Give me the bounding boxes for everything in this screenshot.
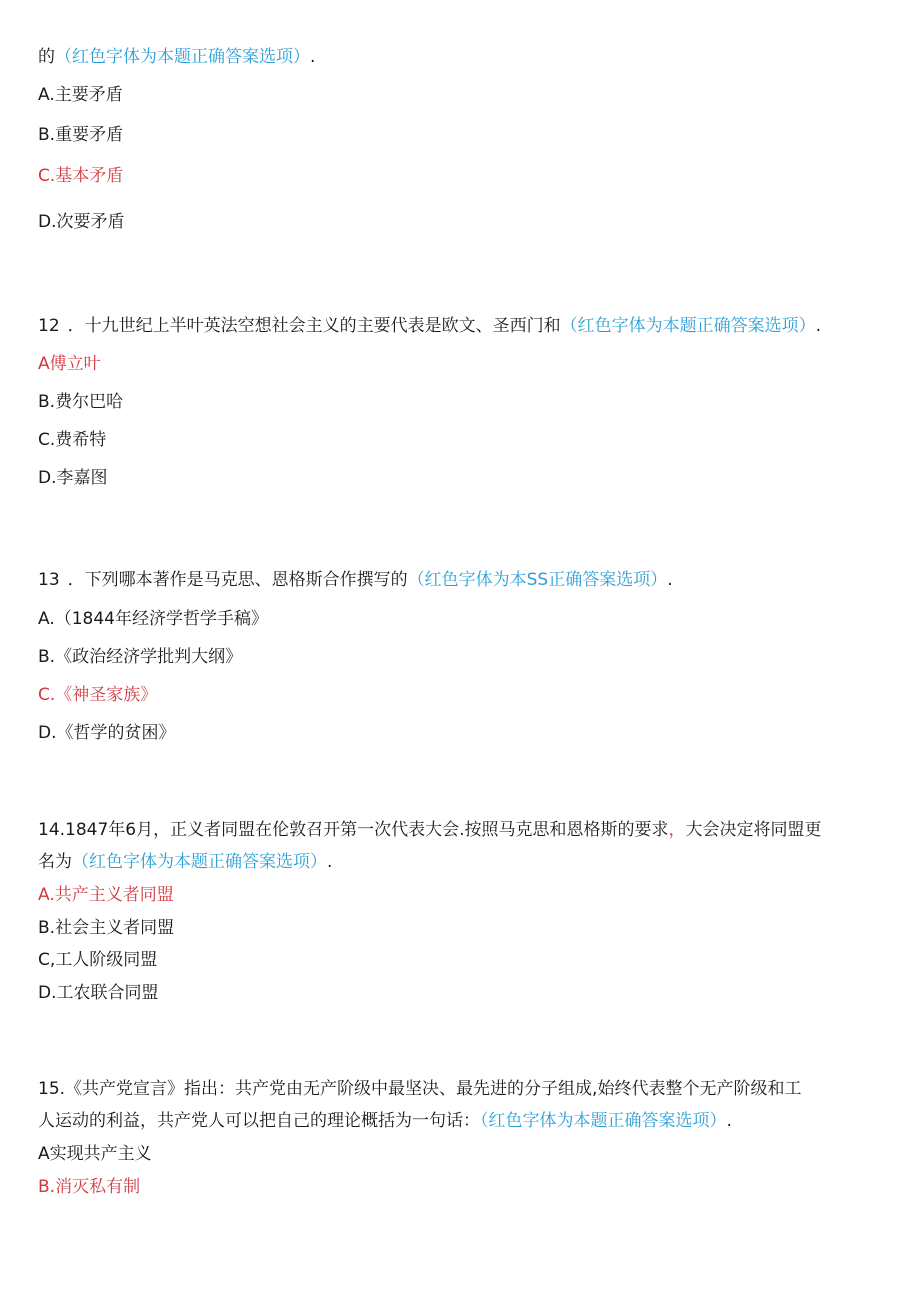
q13-option-d: D.《哲学的贫困》 [38, 723, 176, 743]
q14-stem-text-2: 名为 [38, 852, 72, 872]
q11-stem-text: 的 [38, 47, 55, 67]
q11-answer-hint: （红色字体为本题正确答案选项） [55, 47, 310, 67]
q12-stem-end: . [815, 316, 822, 336]
q11-option-b: B.重要矛盾 [38, 125, 124, 145]
q13-option-c-correct: C.《神圣家族》 [38, 685, 158, 705]
q13-stem [38, 568, 673, 592]
q14-stem-end: . [327, 852, 333, 872]
q15-answer-hint: （红色字体为本题正确答案选项） [480, 1111, 727, 1131]
q12-answer-hint: （红色字体为本题正确答案选项） [560, 316, 816, 336]
q12-stem-text: ．十九世纪上半叶英法空想社会主义的主要代表是欧文、圣西门和 [67, 316, 561, 336]
q12-stem [38, 314, 821, 338]
q14-stem-text-b: 大会决定将同盟更 [685, 820, 822, 840]
q11-option-c-correct: C.基本矛盾 [38, 166, 124, 186]
q13-stem-text: ．下列哪本著作是马克思、恩格斯合作撰写的 [67, 570, 408, 590]
q13-number: 13 [38, 570, 60, 590]
q14-stem-line1 [38, 818, 822, 842]
q14-option-b: B.社会主义者同盟 [38, 918, 175, 938]
q14-option-d: D.工农联合同盟 [38, 983, 159, 1003]
q14-stem-line2 [38, 850, 332, 874]
q13-answer-hint: （红色字体为本SS正确答案选项） [407, 570, 668, 590]
q13-stem-end: . [667, 570, 673, 590]
q15-option-b-correct: B.消灭私有制 [38, 1177, 141, 1197]
q11-option-d: D.次要矛盾 [38, 212, 125, 232]
q14-stem-text-a: 14.1847年6月，正义者同盟在伦敦召开第一次代表大会.按照马克思和恩格斯的要求 [38, 820, 669, 840]
q11-option-a: A.主要矛盾 [38, 85, 123, 105]
q12-option-c: C.费希特 [38, 430, 107, 450]
q15-stem-line1: 15.《共产党宣言》指出：共产党由无产阶级中最坚决、最先进的分子组成,始终代表整个无产阶级和工 [38, 1079, 802, 1099]
q12-option-d: D.李嘉图 [38, 468, 108, 488]
q14-option-c: C,工人阶级同盟 [38, 950, 158, 970]
q11-stem-end: . [310, 47, 316, 67]
q14-option-a-correct: A.共产主义者同盟 [38, 885, 174, 905]
q15-stem-text-2: 人运动的利益，共产党人可以把自己的理论概括为一句话： [38, 1111, 480, 1131]
q11-stem-continuation [38, 45, 315, 69]
q15-option-a: A实现共产主义 [38, 1144, 152, 1164]
q15-stem-line2 [38, 1109, 732, 1133]
q12-option-b: B.费尔巴哈 [38, 392, 124, 412]
q12-number: 12 [38, 316, 60, 336]
q15-stem-end: . [726, 1111, 732, 1131]
q14-stem-comma: ， [668, 820, 686, 840]
q14-answer-hint: （红色字体为本题正确答案选项） [72, 852, 327, 872]
q13-option-b: B.《政治经济学批判大纲》 [38, 647, 243, 667]
q13-option-a: A.（1844年经济学哲学手稿》 [38, 609, 268, 629]
q12-option-a-correct: A傅立叶 [38, 354, 101, 374]
